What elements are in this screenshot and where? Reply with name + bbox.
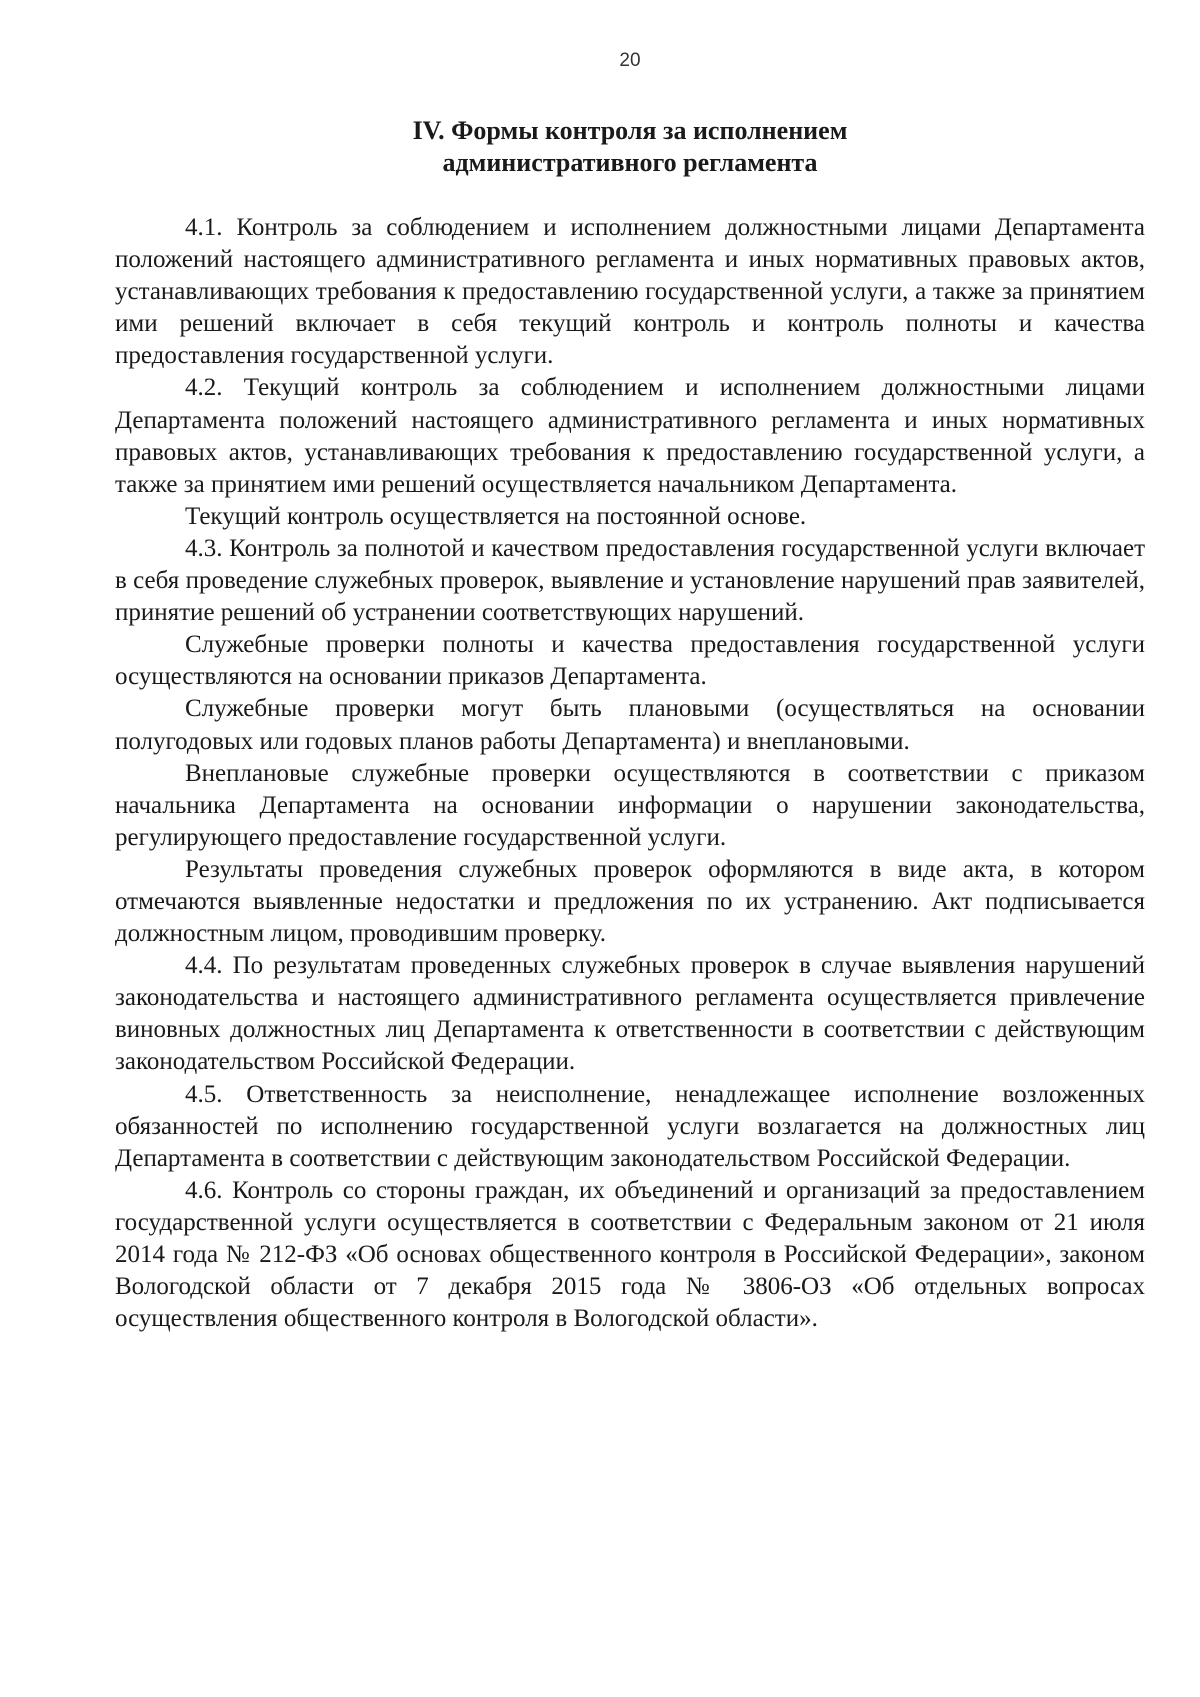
paragraph-4-4: 4.4. По результатам проведенных служебных проверок в случае выявления нарушений законодательства и настоящего административного регламента осуществляется привлечение виновных должностных лиц Департамента к ответственности в соответствии с действующим законодательством Российской Федерации. xyxy=(115,952,1145,1076)
paragraph-4-6: 4.6. Контроль со стороны граждан, их объединений и организаций за предоставлением государственной услуги осуществляется в соответствии с Федеральным законом от 21 июля 2014 года № 212-ФЗ «Об основах общественного контроля в Российской Федерации», законом Вологодской области от 7 декабря 2015 года № 3806-ОЗ «Об отдельных вопросах осуществления общественного контроля в Вологодской области». xyxy=(115,1176,1145,1333)
paragraph-inspection-results: Результаты проведения служебных проверок оформляются в виде акта, в котором отмечаются выявленные недостатки и предложения по их устранению. Акт подписывается должностным лицом, проводившим проверку. xyxy=(115,855,1145,948)
paragraph-current-control: Текущий контроль осуществляется на постоянной основе. xyxy=(185,502,807,530)
page-number: 20 xyxy=(619,50,641,71)
paragraph-inspections-basis: Служебные проверки полноты и качества предоставления государственной услуги осуществляются на основании приказов Департамента. xyxy=(115,631,1145,691)
paragraph-4-2: 4.2. Текущий контроль за соблюдением и исполнением должностными лицами Департамента положений настоящего административного регламента и иных нормативных правовых актов, устанавливающих требования к предоставлению государственной услуги, а также за принятием ими решений осуществляется начальником Департамента. xyxy=(115,374,1145,498)
paragraph-unscheduled-inspections: Внеплановые служебные проверки осуществляются в соответствии с приказом начальника Департамента на основании информации о нарушении законодательства, регулирующего предоставление государственной услуги. xyxy=(115,759,1145,851)
document-body xyxy=(115,212,1145,1335)
section-heading-line-1: IV. Формы контроля за исполнением xyxy=(412,116,848,145)
section-heading-line-2: административного регламента xyxy=(442,148,818,177)
paragraph-4-1: 4.1. Контроль за соблюдением и исполнением должностными лицами Департамента положений настоящего административного регламента и иных нормативных правовых актов, устанавливающих требования к предоставлению государственной услуги, а также за принятием ими решений включает в себя текущий контроль и контроль полноты и качества предоставления государственной услуги. xyxy=(115,214,1145,370)
paragraph-4-5: 4.5. Ответственность за неисполнение, ненадлежащее исполнение возложенных обязанностей по исполнению государственной услуги возлагается на должностных лиц Департамента в соответствии с действующим законодательством Российской Федерации. xyxy=(115,1080,1145,1172)
section-heading xyxy=(0,115,1200,179)
paragraph-4-3: 4.3. Контроль за полнотой и качеством предоставления государственной услуги включает в себя проведение служебных проверок, выявление и установление нарушений прав заявителей, принятие решений об устранении соответствующих нарушений. xyxy=(115,534,1145,627)
paragraph-inspections-types: Служебные проверки могут быть плановыми (осуществляться на основании полугодовых или годовых планов работы Департамента) и внеплановыми. xyxy=(115,695,1145,755)
